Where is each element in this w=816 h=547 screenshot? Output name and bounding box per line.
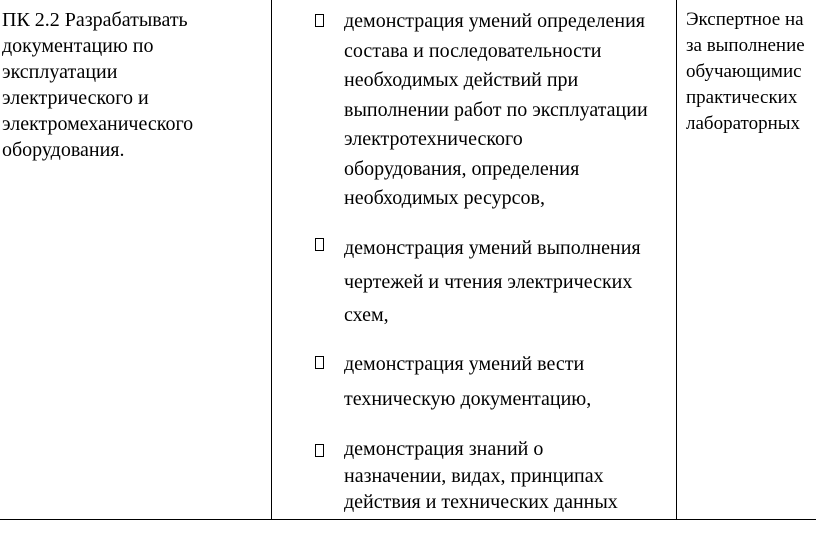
result-line: действия и технических данных bbox=[344, 491, 618, 513]
result-line: назначении, видах, принципах bbox=[344, 464, 604, 487]
competency-line: электрического и bbox=[2, 87, 149, 109]
assessment-cell bbox=[686, 7, 816, 137]
result-item bbox=[344, 232, 641, 333]
result-line: чертежей и чтения электрических bbox=[344, 270, 633, 293]
result-line: необходимых ресурсов, bbox=[344, 187, 545, 209]
result-line: выполнении работ по эксплуатации bbox=[344, 98, 648, 121]
competency-cell bbox=[2, 7, 267, 163]
result-line: электротехнического bbox=[344, 128, 523, 150]
competency-line: ПК 2.2 Разрабатывать bbox=[2, 9, 188, 31]
assessment-line: лабораторных bbox=[686, 113, 801, 134]
result-line: демонстрация умений выполнения bbox=[344, 237, 641, 259]
checkbox-bullet-icon bbox=[315, 238, 324, 251]
result-line: оборудования, определения bbox=[344, 157, 580, 180]
result-line: демонстрация знаний о bbox=[344, 438, 544, 460]
competency-line: оборудования. bbox=[2, 139, 125, 161]
assessment-line: за выполнение bbox=[686, 35, 805, 56]
checkbox-bullet-icon bbox=[315, 444, 324, 457]
result-line: демонстрация умений вести bbox=[344, 353, 585, 375]
column-divider bbox=[676, 0, 677, 520]
competency-line: эксплуатации bbox=[2, 61, 118, 83]
result-item bbox=[344, 7, 648, 214]
result-line: состава и последовательности bbox=[344, 39, 602, 62]
result-line: схем, bbox=[344, 304, 389, 326]
assessment-line: практических bbox=[686, 87, 798, 108]
column-divider bbox=[271, 0, 272, 520]
row-bottom-border bbox=[0, 519, 816, 520]
checkbox-bullet-icon bbox=[315, 14, 324, 27]
result-line: необходимых действий при bbox=[344, 69, 579, 91]
result-line: демонстрация умений определения bbox=[344, 10, 645, 32]
result-item bbox=[344, 347, 591, 417]
result-item bbox=[344, 436, 618, 516]
competency-line: электромеханического bbox=[2, 113, 194, 135]
assessment-line: обучающимис bbox=[686, 61, 802, 82]
result-line: техническую документацию, bbox=[344, 388, 592, 410]
checkbox-bullet-icon bbox=[315, 356, 324, 369]
competency-line: документацию по bbox=[2, 35, 154, 57]
assessment-line: Экспертное на bbox=[686, 9, 804, 30]
